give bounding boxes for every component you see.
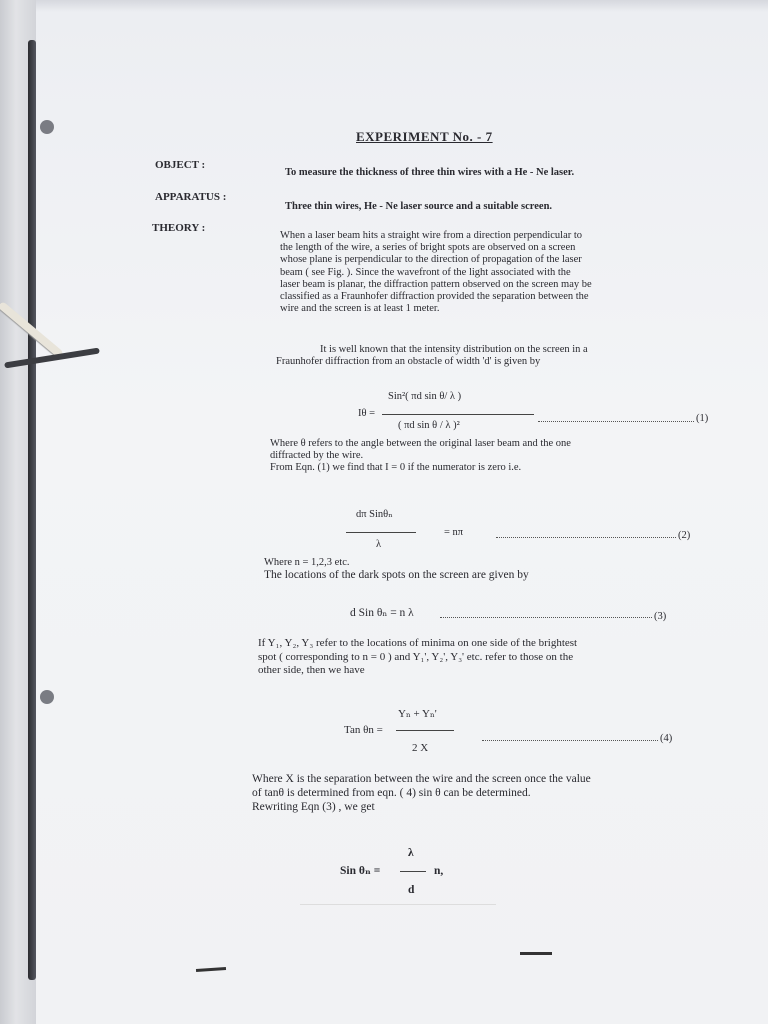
eq4-denominator: 2 X [412,742,429,754]
eq1-denominator: ( πd sin θ / λ )² [398,420,460,431]
text-line: Where X is the separation between the wire and the screen once the value [252,773,591,785]
eq5-numerator: λ [408,847,414,859]
page-top-shadow [36,0,768,12]
eq4-lhs: Tan θn = [344,724,383,736]
text-line: spot ( corresponding to n = 0 ) and Y₁', Y₂', Y₃' etc. refer to those on the [258,650,574,663]
eq2-numerator: dπ Sinθₙ [356,509,393,520]
text-line: whose plane is perpendicular to the direction of propagation of the laser [280,254,582,266]
eq1-leader-dots [538,421,694,422]
text-line: Rewriting Eqn (3) , we get [252,801,375,813]
eq5-lhs: Sin θₙ = [340,865,381,877]
binder-spine [28,40,36,980]
theory-paragraph-2 [276,344,588,368]
text-line: Where θ refers to the angle between the original laser beam and the one [270,438,571,449]
eq3-leader-dots [440,617,652,618]
text-line: Fraunhofer diffraction from an obstacle of width 'd' is given by [276,356,541,368]
eq2-denominator: λ [376,539,382,550]
punch-hole [40,120,54,134]
text-line: It is well known that the intensity distribution on the screen in a [320,344,588,355]
text-line: The locations of the dark spots on the screen are given by [264,569,529,582]
after-eq2-text [264,557,529,581]
eq2-rhs: = nπ [444,527,464,538]
text-line: beam ( see Fig. ). Since the wavefront of the light associated with the [280,266,571,278]
apparatus-text: Three thin wires, He - Ne laser source and a suitable screen. [285,201,553,212]
text-line: of tanθ is determined from eqn. ( 4) sin θ can be determined. [252,787,531,799]
eq3-text: d Sin θₙ = n λ [350,607,414,619]
theory-paragraph [280,230,592,315]
eq2-tag: (2) [678,530,691,541]
eq1-lhs: Iθ = [358,408,376,419]
text-line: wire and the screen is at least 1 meter. [280,303,440,315]
pen-mark [520,952,552,955]
after-eq3-text [258,637,577,678]
eq1-fraction-bar [382,414,534,415]
eq5-fraction-bar [400,871,426,872]
eq4-tag: (4) [660,733,673,744]
eq1-tag: (1) [696,413,709,424]
eq2-fraction-bar [346,532,416,533]
after-eq1-text [270,438,571,475]
eq5-rhs: n, [434,865,444,877]
text-line: laser beam is planar, the diffraction pattern observed on the screen may be [280,278,592,290]
apparatus-label: APPARATUS : [155,191,227,203]
eq4-leader-dots [482,740,658,741]
text-line: Where n = 1,2,3 etc. [264,557,350,568]
text-line: When a laser beam hits a straight wire from a direction perpendicular to [280,230,583,241]
text-line: the length of the wire, a series of bright spots are observed on a screen [280,242,576,254]
eq2-leader-dots [496,537,676,538]
text-line: From Eqn. (1) we find that I = 0 if the numerator is zero i.e. [270,462,522,474]
object-label: OBJECT : [155,159,206,171]
faint-rule [300,904,496,905]
eq3-tag: (3) [654,611,667,622]
text-line: diffracted by the wire. [270,450,364,462]
after-eq4-text [252,772,591,814]
punch-hole [40,690,54,704]
object-text: To measure the thickness of three thin wires with a He - Ne laser. [285,167,575,178]
text-line: If Y₁, Y₂, Y₃ refer to the locations of minima on one side of the brightest [258,637,578,649]
theory-label: THEORY : [152,222,206,234]
eq1-numerator: Sin²( πd sin θ/ λ ) [388,391,462,402]
experiment-heading: EXPERIMENT No. - 7 [356,129,493,144]
eq4-fraction-bar [396,730,454,731]
eq4-numerator: Yₙ + Yₙ' [398,708,437,720]
text-line: classified as a Fraunhofer diffraction provided the separation between the [280,291,589,303]
eq5-denominator: d [408,884,415,896]
text-line: other side, then we have [258,664,365,676]
